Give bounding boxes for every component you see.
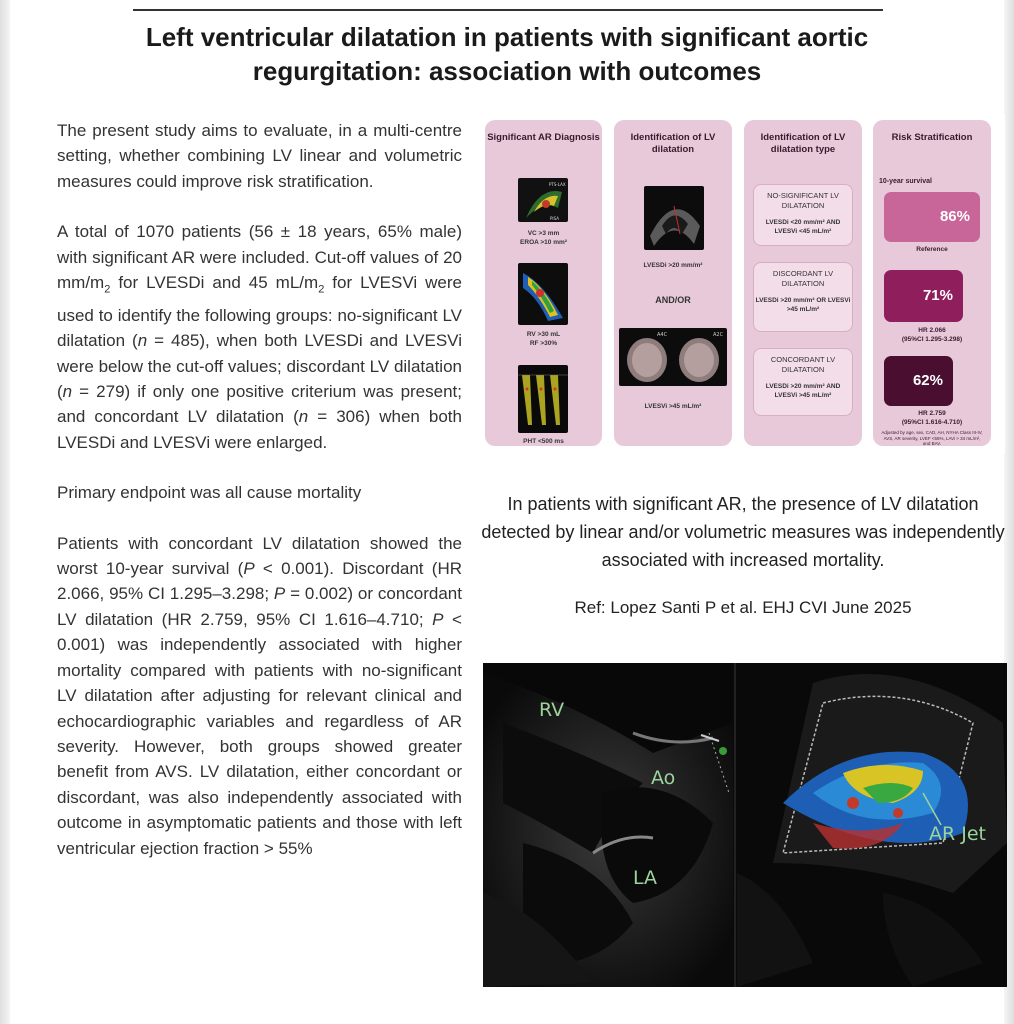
box-no-significant: NO-SIGNIFICANT LV DILATATION LVESDi <20 mm/m² AND LVESVi <45 mL/m² <box>753 184 853 246</box>
page-title: Left ventricular dilatation in patients with significant aortic regurgitation: association with outcomes <box>145 22 869 86</box>
crit-rv: RV >30 mL <box>526 331 561 338</box>
box-discordant: DISCORDANT LV DILATATION LVESDi >20 mm/m² OR LVESVi >45 mL/m² <box>753 262 853 332</box>
svg-text:PISA: PISA <box>550 216 559 221</box>
survival-bar-reference: 86% <box>884 192 980 242</box>
label-ao: Ao <box>651 767 676 789</box>
col-lv-dilatation <box>614 120 732 446</box>
col4-header: Risk Stratification <box>891 132 973 143</box>
label-rv: RV <box>539 699 565 721</box>
crit-rf: RF >30% <box>529 340 558 347</box>
bar-label-discordant-ci: (95%CI 1.295-3.298) <box>901 336 963 343</box>
col-risk-stratification <box>873 120 991 446</box>
label-ar-jet: AR Jet <box>929 823 986 845</box>
body-text <box>57 118 462 886</box>
top-rule <box>133 9 883 11</box>
col2-header: Identification of LV dilatation <box>630 132 716 155</box>
intro-paragraph: The present study aims to evaluate, in a multi-centre setting, whether combining LV linear and volumetric measures could improve risk stratification. <box>57 121 462 191</box>
m-mode-echo-image <box>644 186 704 250</box>
adjustment-footnote: Adjusted by age, sex, CAD, AH, NYHA Class III-IV, AVS, AR severity, LVEF <55%, LAVi > 34 mL/m², and BAV. <box>881 430 983 446</box>
crit-lvesvi: LVESVi >45 mL/m² <box>644 403 702 410</box>
page-edge-left <box>0 0 10 1024</box>
col-ar-diagnosis <box>485 120 602 446</box>
reference: Ref: Lopez Santi P et al. EHJ CVI June 2025 <box>574 598 912 617</box>
survival-bar-concordant: 62% <box>884 356 953 406</box>
survival-subheader: 10-year survival <box>879 178 932 185</box>
pressure-half-time-image <box>518 365 568 433</box>
box-concordant: CONCORDANT LV DILATATION LVESDi >20 mm/m² AND LVESVi >45 mL/m² <box>753 348 853 416</box>
survival-bar-discordant: 71% <box>884 270 963 322</box>
svg-text:A4C: A4C <box>657 332 668 338</box>
pisa-echo-image <box>518 178 568 222</box>
crit-pht: PHT <500 ms <box>523 438 564 445</box>
crit-eroa: EROA >10 mm² <box>520 239 567 246</box>
endpoint-paragraph: Primary endpoint was all cause mortality <box>57 483 362 503</box>
bar-label-discordant-hr: HR 2.066 <box>918 327 946 334</box>
col3-header: Identification of LV dilatation type <box>760 132 846 155</box>
figure-caption: In patients with significant AR, the presence of LV dilatation detected by linear and/or volumetric measures was independently associated with increased mortality. <box>481 494 1005 570</box>
svg-text:A2C: A2C <box>713 332 724 338</box>
label-la: LA <box>633 867 658 889</box>
crit-lvesdi: LVESDi >20 mm/m² <box>643 262 703 269</box>
and-or-label: AND/OR <box>655 295 691 305</box>
color-doppler-image <box>518 263 568 325</box>
results-paragraph: Patients with concordant LV dilatation showed the worst 10-year survival (P < 0.001). Discordant (HR 2.066, 95% CI 1.295–3.298; P = 0.002) or concordant LV dilatation (HR 2.759, 95% CI 1.616–4.710; P < 0.001) was independently associated with higher mortality compared with patients with no-significant LV dilatation after adjusting for relevant clinical and echocardiographic variables and regardless of AR severity. However, both groups showed greater benefit from AVS. LV dilatation, either concordant or discordant, was also independently associated with outcome in asymptomatic patients and those with left ventricular ejection fraction > 55% <box>57 533 462 858</box>
bar-label-concordant-ci: (95%CI 1.616-4.710) <box>901 419 963 426</box>
bar-label-concordant-hr: HR 2.759 <box>918 410 946 417</box>
col1-header: Significant AR Diagnosis <box>487 132 600 143</box>
col-dilatation-type <box>744 120 862 446</box>
methods-paragraph: A total of 1070 patients (56 ± 18 years, 65% male) with significant AR were included. Cut-off values of 20 $mm/m_2$ for LVESDi and 45 $mL/m_2$ for LVESVi were used to identify the following groups: no-significant LV dilatation (n = 485), when both LVESDi and LVESVi were below the cut-off values; discordant LV dilatation (n = 279) if only one positive criterium was present; and concordant LV dilatation (n = 306) when both LVESDi and LVESVi were enlarged. <box>57 222 462 452</box>
apical-views-image <box>619 328 727 386</box>
crit-vc: VC >3 mm <box>527 230 560 237</box>
svg-text:PTS-LAX: PTS-LAX <box>549 182 566 187</box>
central-illustration <box>481 114 1005 454</box>
bar-label-reference: Reference <box>916 246 948 253</box>
echocardiogram-image <box>483 663 1007 987</box>
